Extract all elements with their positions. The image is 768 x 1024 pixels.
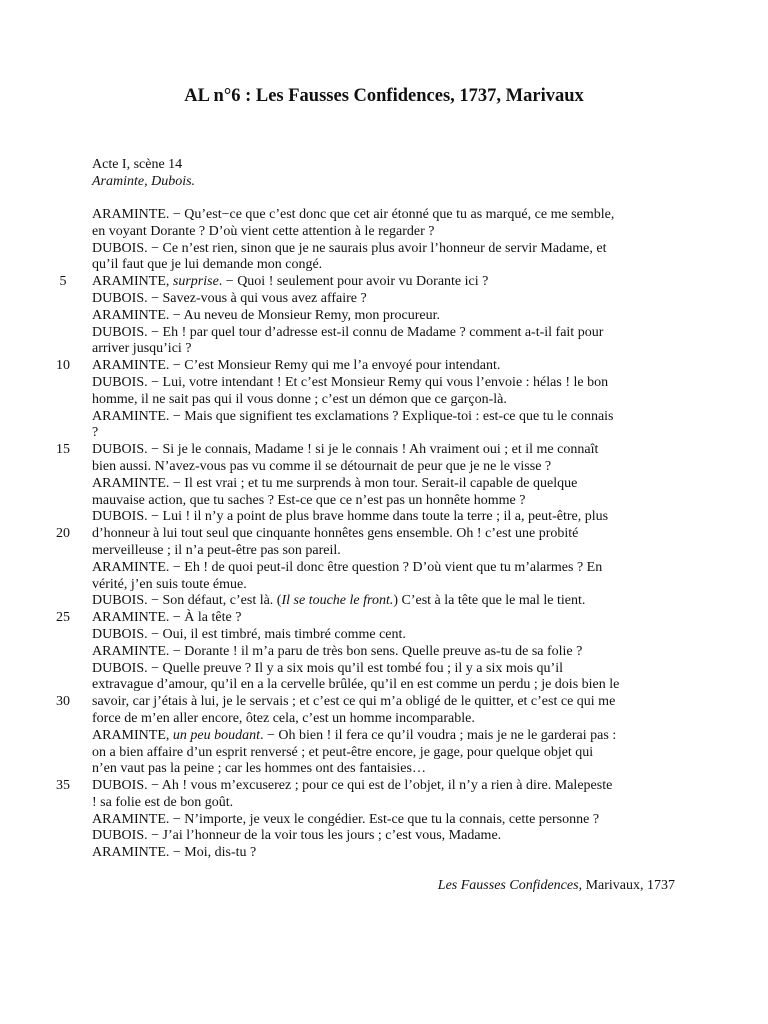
text-line <box>92 711 680 728</box>
text-line <box>92 577 680 594</box>
line-text: ARAMINTE. − À la tête ? <box>92 610 242 626</box>
line-text: d’honneur à lui tout seul que cinquante honnêtes gens ensemble. Oh ! c’est une probité <box>92 526 579 542</box>
text-line <box>92 812 680 829</box>
line-text: extravague d’amour, qu’il en a la cervelle brûlée, qu’il en est comme un perdu ; je dois bien le <box>92 677 620 693</box>
line-text: merveilleuse ; il n’a peut-être pas son pareil. <box>92 542 341 558</box>
line-text: bien aussi. N’avez-vous pas vu comme il se détournait de peur que je ne le visse ? <box>92 458 552 474</box>
text-line <box>92 257 680 274</box>
line-text: en voyant Dorante ? D’où vient cette attention à le regarder ? <box>92 223 435 239</box>
page-title: AL n°6 : Les Fausses Confidences, 1737, Marivaux <box>184 86 584 106</box>
text-line <box>56 526 680 543</box>
text-line <box>92 828 680 845</box>
line-number: 5 <box>59 274 67 290</box>
text-line <box>92 409 680 426</box>
text-line <box>56 778 680 795</box>
line-text: force de m’en aller encore, ôtez cela, c’est un homme incomparable. <box>92 710 475 726</box>
line-text: DUBOIS. − Son défaut, c’est là. ( <box>92 593 282 609</box>
text-line <box>92 341 680 358</box>
line-text: mauvaise action, que tu saches ? Est-ce que ce n’est pas un honnête homme ? <box>92 492 526 508</box>
line-number: 30 <box>56 694 70 710</box>
line-text: ARAMINTE, <box>92 274 173 290</box>
text-line <box>92 761 680 778</box>
text-line <box>92 509 680 526</box>
line-text: DUBOIS. − Ah ! vous m’excuserez ; pour ce qui est de l’objet, il n’y a rien à dire. Malepeste <box>92 778 613 794</box>
source-work-title: Les Fausses Confidences <box>437 878 579 893</box>
line-text: ARAMINTE. − N’importe, je veux le congédier. Est-ce que tu la connais, cette personne ? <box>92 811 600 827</box>
text-line <box>92 593 680 610</box>
line-text: arriver jusqu’ici ? <box>92 341 192 357</box>
line-text-continued: ) C’est à la tête que le mal le tient. <box>393 593 586 609</box>
stage-direction: surprise <box>172 274 219 290</box>
line-number: 35 <box>56 778 70 794</box>
line-text: ARAMINTE. − Il est vrai ; et tu me surprends à mon tour. Serait-il capable de quelque <box>92 475 578 491</box>
text-line <box>92 459 680 476</box>
text-line <box>92 425 680 442</box>
line-text: n’en vaut pas la peine ; car les hommes ont des fantaisies… <box>92 761 426 777</box>
source-author-year: , Marivaux, 1737 <box>578 878 675 893</box>
text-line <box>56 358 680 375</box>
source-citation <box>438 878 675 894</box>
characters-label: Araminte, Dubois. <box>92 174 196 189</box>
line-text: on a bien affaire d’un esprit renversé ; et peut-être encore, je gage, pour quelque objet qui <box>92 744 594 760</box>
text-line <box>59 274 680 291</box>
text-line <box>92 543 680 560</box>
line-text: DUBOIS. − Si je le connais, Madame ! si je le connais ! Ah vraiment oui ; et il me connaît <box>92 442 599 458</box>
text-line <box>56 610 680 627</box>
text-line <box>92 728 680 745</box>
line-text: DUBOIS. − J’ai l’honneur de la voir tous les jours ; c’est vous, Madame. <box>92 828 502 844</box>
line-text: ARAMINTE. − Dorante ! il m’a paru de très bon sens. Quelle preuve as-tu de sa folie ? <box>92 643 583 659</box>
line-number: 25 <box>56 610 70 626</box>
line-text: DUBOIS. − Ce n’est rien, sinon que je ne saurais plus avoir l’honneur de servir Madame, et <box>92 240 607 256</box>
line-text: DUBOIS. − Savez-vous à qui vous avez affaire ? <box>92 290 367 306</box>
text-line <box>92 795 680 812</box>
line-text: ? <box>92 425 99 441</box>
line-text: ARAMINTE, <box>92 727 173 743</box>
text-line <box>92 207 680 224</box>
line-text: ! sa folie est de bon goût. <box>92 794 234 810</box>
text-line <box>92 241 680 258</box>
line-text: ARAMINTE. − Eh ! de quoi peut-il donc être question ? D’où vient que tu m’alarmes ? En <box>92 559 603 575</box>
stage-direction: Il se touche le front. <box>281 593 394 609</box>
scene-heading <box>92 156 195 190</box>
text-line <box>92 392 680 409</box>
line-text: DUBOIS. − Lui ! il n’y a point de plus brave homme dans toute la terre ; il a, peut-être, plus <box>92 509 609 525</box>
line-text: DUBOIS. − Lui, votre intendant ! Et c’est Monsieur Remy qui vous l’envoie : hélas ! le bon <box>92 374 609 390</box>
stage-direction: un peu boudant <box>172 727 260 743</box>
text-line <box>92 308 680 325</box>
line-text: homme, il ne sait pas qui il vous donne ; c’est un démon que ce garçon-là. <box>92 391 507 407</box>
line-text-continued: . − Quoi ! seulement pour avoir vu Dorante ici ? <box>218 274 489 290</box>
line-number: 15 <box>56 442 70 458</box>
text-line <box>92 677 680 694</box>
line-text: DUBOIS. − Oui, il est timbré, mais timbré comme cent. <box>92 626 406 642</box>
act-scene-label: Acte I, scène 14 <box>92 157 183 172</box>
text-line <box>92 745 680 762</box>
text-line <box>92 224 680 241</box>
text-line <box>92 476 680 493</box>
text-line <box>92 661 680 678</box>
text-line <box>92 325 680 342</box>
line-text: DUBOIS. − Eh ! par quel tour d’adresse est-il connu de Madame ? comment a-t-il fait pour <box>92 324 604 340</box>
line-text: qu’il faut que je lui demande mon congé. <box>92 257 323 273</box>
text-line <box>56 694 680 711</box>
line-text: ARAMINTE. − Au neveu de Monsieur Remy, mon procureur. <box>92 307 440 323</box>
line-text: vérité, j’en suis toute émue. <box>92 576 247 592</box>
line-number: 20 <box>56 526 70 542</box>
text-line <box>92 627 680 644</box>
line-text: DUBOIS. − Quelle preuve ? Il y a six mois qu’il est tombé fou ; il y a six mois qu’il <box>92 660 564 676</box>
dialogue-text <box>56 207 680 862</box>
text-line <box>92 560 680 577</box>
line-text: ARAMINTE. − C’est Monsieur Remy qui me l’a envoyé pour intendant. <box>92 358 501 374</box>
line-text: ARAMINTE. − Moi, dis-tu ? <box>92 845 257 861</box>
text-line <box>56 442 680 459</box>
text-line <box>92 375 680 392</box>
text-line <box>92 291 680 308</box>
text-line <box>92 493 680 510</box>
line-text: ARAMINTE. − Qu’est−ce que c’est donc que cet air étonné que tu as marqué, ce me semble, <box>92 207 615 222</box>
line-text: savoir, car j’étais à lui, je le servais ; et c’est ce qui m’a obligé de le quitter, et c’est ce qui me <box>92 694 616 710</box>
line-number: 10 <box>56 358 70 374</box>
line-text-continued: . − Oh bien ! il fera ce qu’il voudra ; mais je ne le garderai pas : <box>260 727 617 743</box>
text-line <box>92 845 680 862</box>
line-text: ARAMINTE. − Mais que signifient tes exclamations ? Explique-toi : est-ce que tu le connais <box>92 408 614 424</box>
text-line <box>92 644 680 661</box>
